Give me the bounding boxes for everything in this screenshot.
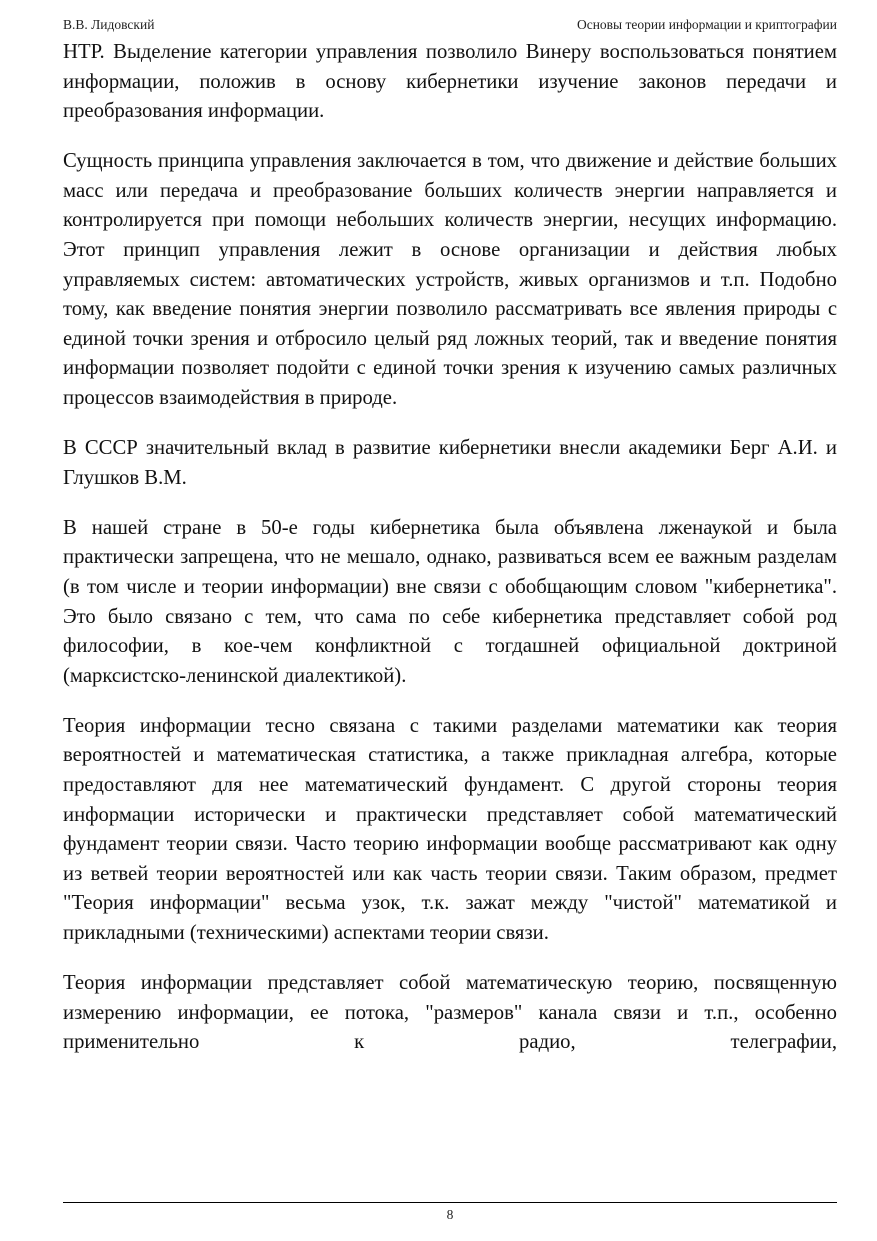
document-page	[63, 0, 837, 1241]
paragraph-6: Теория информации представляет собой математическую теорию, посвященную измерению информации, ее потока, "размеров" канала связи и т.п., особенно применительно к радио, телеграфии,	[63, 972, 837, 1054]
paragraph-2: Сущность принципа управления заключается в том, что движение и действие больших масс или передача и преобразование больших количеств энергии направляется и контролируется при помощи небольших количеств энергии, несущих информацию. Этот принцип управления лежит в основе организации и действия любых управляемых систем: автоматических устройств, живых организмов и т.п. Подобно тому, как введение понятия энергии позволило рассматривать все явления природы с единой точки зрения и отбросило целый ряд ложных теорий, так и введение понятия информации позволяет подойти с единой точки зрения к изучению самых различных процессов взаимодействия в природе.	[63, 150, 837, 410]
paragraph-5: Теория информации тесно связана с такими разделами математики как теория вероятностей и математическая статистика, а также прикладная алгебра, которые предоставляют для нее математический фундамент. С другой стороны теория информации исторически и практически представляет собой математический фундамент теории связи. Часто теорию информации вообще рассматривают как одну из ветвей теории вероятностей или как часть теории связи. Таким образом, предмет "Теория информации" весьма узок, т.к. зажат между "чистой" математикой и прикладными (техническими) аспектами теории связи.	[63, 714, 837, 945]
page-number: 8	[446, 1207, 454, 1222]
paragraph-4: В нашей стране в 50-е годы кибернетика была объявлена лженаукой и была практически запрещена, что не мешало, однако, развиваться всем ее важным разделам (в том числе и теории информации) вне связи с обобщающим словом "кибернетика". Это было связано с тем, что сама по себе кибернетика представляет собой род философии, в кое-чем конфликтной с тогдашней официальной доктриной (марксистско-ленинской диалектикой).	[63, 516, 837, 687]
footer-rule	[63, 1202, 837, 1203]
running-header	[63, 16, 837, 34]
header-book-title: Основы теории информации и криптографии	[576, 17, 837, 32]
body-text	[63, 38, 837, 1198]
paragraph-3: В СССР значительный вклад в развитие кибернетики внесли академики Берг А.И. и Глушков В.М.	[63, 437, 837, 489]
header-author: В.В. Лидовский	[63, 17, 155, 32]
paragraph-1: НТР. Выделение категории управления позволило Винеру воспользоваться понятием информации, положив в основу кибернетики изучение законов передачи и преобразования информации.	[63, 41, 837, 123]
